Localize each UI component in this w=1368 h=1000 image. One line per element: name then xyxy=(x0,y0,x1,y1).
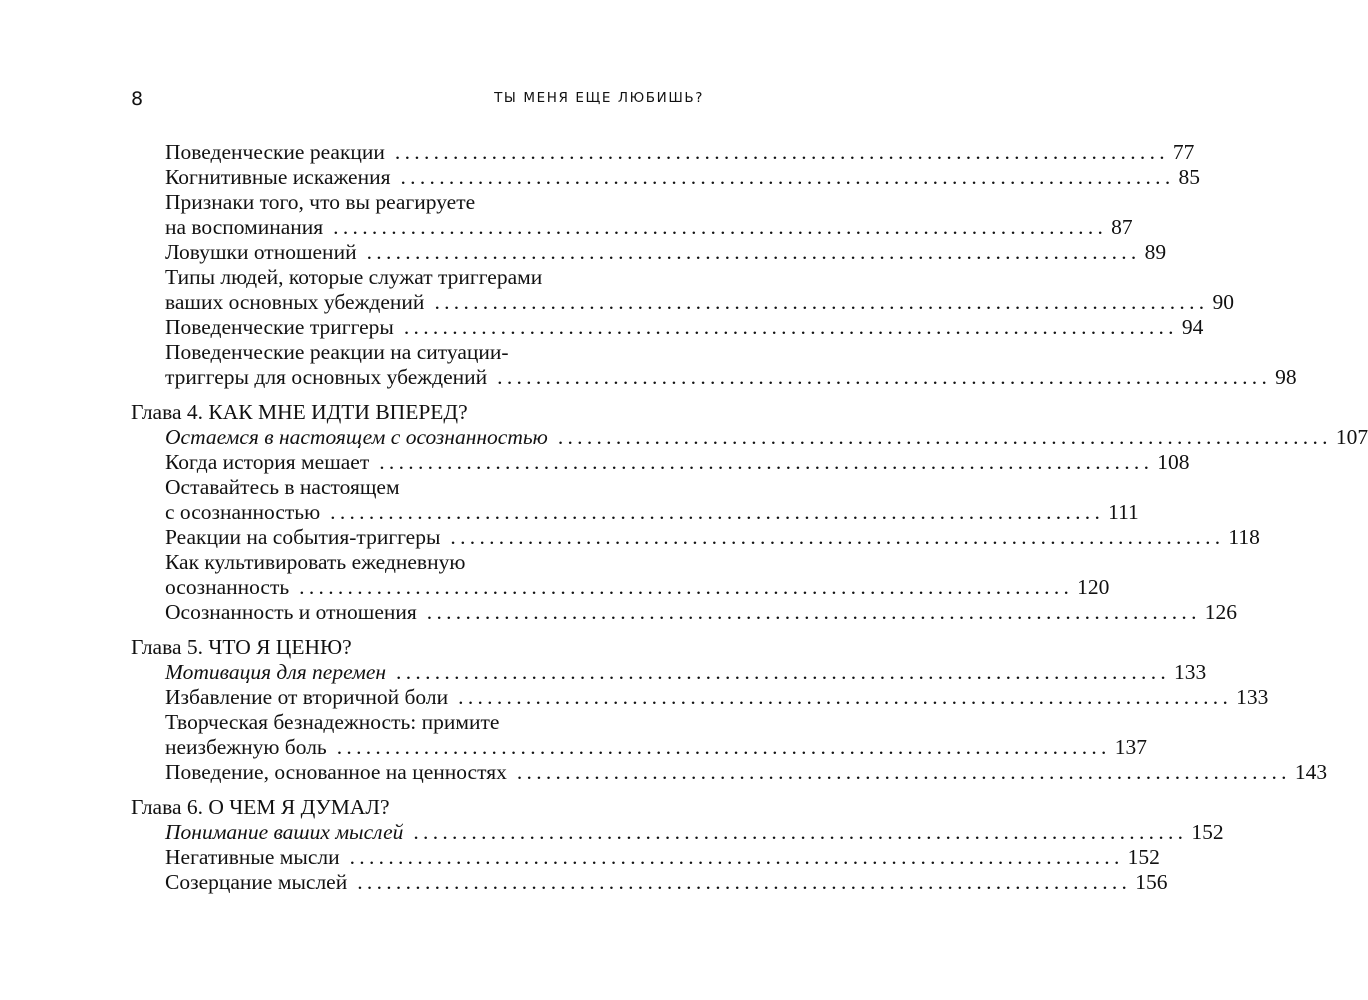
toc-entry-title: Созерцание мыслей xyxy=(165,870,348,894)
toc-entry-row xyxy=(165,845,1160,870)
dot-leader: ................................................................................ xyxy=(403,315,1178,339)
dot-leader: ................................................................................ xyxy=(434,290,1209,314)
dot-leader: ................................................................................ xyxy=(450,525,1225,549)
toc-page-number: 111 xyxy=(1108,500,1139,524)
toc-page-number: 118 xyxy=(1228,525,1260,549)
dot-leader: ................................................................................ xyxy=(330,500,1105,524)
toc-entry-title: Когда история мешает xyxy=(165,450,370,474)
toc-page-number: 87 xyxy=(1111,215,1133,239)
toc-entry-row xyxy=(165,290,1234,315)
toc-entry xyxy=(165,475,1139,525)
toc-entry-title: ваших основных убеждений xyxy=(165,290,425,314)
toc-entry xyxy=(165,450,1190,475)
toc-page-number: 120 xyxy=(1077,575,1110,599)
toc-entry xyxy=(165,315,1204,340)
toc-entry-title: Остаемся в настоящем с осознанностью xyxy=(165,425,548,449)
toc-entry-row xyxy=(165,660,1207,685)
toc-entry-row xyxy=(165,870,1168,895)
toc-entry-title: неизбежную боль xyxy=(165,735,327,759)
toc-entry-title: с осознанностью xyxy=(165,500,321,524)
toc-entry xyxy=(165,760,1328,785)
table-of-contents xyxy=(131,140,1368,905)
toc-entry xyxy=(165,870,1168,895)
toc-entry-line: Типы людей, которые служат триггерами xyxy=(165,265,543,289)
toc-entry-title: Понимание ваших мыслей xyxy=(165,820,404,844)
toc-entry-row xyxy=(165,735,1147,760)
toc-entry-title: на воспоминания xyxy=(165,215,324,239)
toc-entry-row xyxy=(165,525,1260,550)
dot-leader: ................................................................................ xyxy=(396,660,1171,684)
dot-leader: ................................................................................ xyxy=(379,450,1154,474)
toc-page-number: 107 xyxy=(1335,425,1368,449)
toc-page-number: 143 xyxy=(1294,760,1328,784)
page-header xyxy=(131,88,704,114)
toc-entry-title: Негативные мысли xyxy=(165,845,340,869)
toc-entry-title: осознанность xyxy=(165,575,290,599)
dot-leader: ................................................................................ xyxy=(394,140,1169,164)
dot-leader: ................................................................................ xyxy=(336,735,1111,759)
toc-entry xyxy=(165,340,1297,390)
toc-entry xyxy=(165,425,1368,450)
toc-entry-row xyxy=(165,365,1297,390)
toc-entry xyxy=(165,525,1260,550)
toc-entry xyxy=(165,240,1167,265)
toc-entry-line: Как культивировать ежедневную xyxy=(165,550,466,574)
toc-page-number: 85 xyxy=(1178,165,1200,189)
chapter-title: Глава 5. ЧТО Я ЦЕНЮ? xyxy=(131,635,352,659)
toc-entry-title: триггеры для основных убеждений xyxy=(165,365,488,389)
dot-leader: ................................................................................ xyxy=(299,575,1074,599)
dot-leader: ................................................................................ xyxy=(458,685,1233,709)
toc-page-number: 89 xyxy=(1144,240,1167,264)
toc-entry-title: Поведенческие реакции xyxy=(165,140,385,164)
toc-entry xyxy=(165,190,1133,240)
toc-entry xyxy=(165,710,1147,760)
toc-page-number: 108 xyxy=(1157,450,1190,474)
toc-chapter xyxy=(131,140,1297,390)
chapter-title: Глава 6. О ЧЕМ Я ДУМАЛ? xyxy=(131,795,390,819)
dot-leader: ................................................................................ xyxy=(413,820,1188,844)
toc-entry xyxy=(165,845,1160,870)
toc-chapter xyxy=(131,400,1368,625)
dot-leader: ................................................................................ xyxy=(426,600,1201,624)
toc-entry-row xyxy=(165,450,1190,475)
toc-entry-row xyxy=(165,575,1110,600)
toc-entry xyxy=(165,550,1110,600)
toc-entry-title: Мотивация для перемен xyxy=(165,660,387,684)
toc-entry-line: Оставайтесь в настоящем xyxy=(165,475,400,499)
toc-entry-title: Когнитивные искажения xyxy=(165,165,391,189)
toc-chapter xyxy=(131,635,1328,785)
toc-entry-title: Поведенческие триггеры xyxy=(165,315,394,339)
chapter-title: Глава 4. КАК МНЕ ИДТИ ВПЕРЕД? xyxy=(131,400,468,424)
toc-entry xyxy=(165,600,1238,625)
dot-leader: ................................................................................ xyxy=(497,365,1272,389)
toc-entry-title: Осознанность и отношения xyxy=(165,600,417,624)
toc-entry xyxy=(165,140,1195,165)
toc-entry xyxy=(165,685,1269,710)
dot-leader: ................................................................................ xyxy=(357,870,1132,894)
dot-leader: ................................................................................ xyxy=(400,165,1175,189)
toc-page-number: 152 xyxy=(1127,845,1160,869)
toc-entry-row xyxy=(165,425,1368,450)
toc-entry-row xyxy=(165,820,1224,845)
toc-entry-row xyxy=(165,600,1238,625)
toc-page-number: 133 xyxy=(1236,685,1269,709)
toc-page-number: 94 xyxy=(1181,315,1204,339)
toc-entry-line: Поведенческие реакции на ситуации- xyxy=(165,340,509,364)
toc-page-number: 98 xyxy=(1275,365,1297,389)
toc-page-number: 126 xyxy=(1204,600,1238,624)
toc-entry-title: Избавление от вторичной боли xyxy=(165,685,449,709)
toc-page-number: 156 xyxy=(1135,870,1168,894)
toc-entry-line: Признаки того, что вы реагируете xyxy=(165,190,476,214)
toc-entry-row xyxy=(165,240,1167,265)
toc-page-number: 152 xyxy=(1191,820,1224,844)
toc-entry-line: Творческая безнадежность: примите xyxy=(165,710,500,734)
toc-entry-row xyxy=(165,140,1195,165)
toc-page-number: 137 xyxy=(1114,735,1147,759)
toc-entry-title: Поведение, основанное на ценностях xyxy=(165,760,507,784)
toc-page-number: 90 xyxy=(1212,290,1234,314)
toc-entry-row xyxy=(165,215,1133,240)
dot-leader: ................................................................................ xyxy=(349,845,1124,869)
toc-entry-title: Ловушки отношений xyxy=(165,240,357,264)
dot-leader: ................................................................................ xyxy=(516,760,1291,784)
dot-leader: ................................................................................ xyxy=(333,215,1108,239)
toc-page-number: 133 xyxy=(1174,660,1207,684)
toc-entry-row xyxy=(165,685,1269,710)
toc-entry xyxy=(165,265,1234,315)
toc-entry xyxy=(165,165,1200,190)
toc-entry-row xyxy=(165,165,1200,190)
toc-entry xyxy=(165,820,1224,845)
toc-entry-row xyxy=(165,500,1139,525)
toc-entry-title: Реакции на события-триггеры xyxy=(165,525,441,549)
dot-leader: ................................................................................ xyxy=(557,425,1332,449)
dot-leader: ................................................................................ xyxy=(366,240,1141,264)
toc-entry-row xyxy=(165,315,1204,340)
toc-entry xyxy=(165,660,1207,685)
toc-page-number: 77 xyxy=(1172,140,1195,164)
toc-entry-row xyxy=(165,760,1328,785)
running-title: ТЫ МЕНЯ ЕЩЕ ЛЮБИШЬ? xyxy=(494,90,704,106)
page-number: 8 xyxy=(131,88,144,110)
toc-chapter xyxy=(131,795,1224,895)
